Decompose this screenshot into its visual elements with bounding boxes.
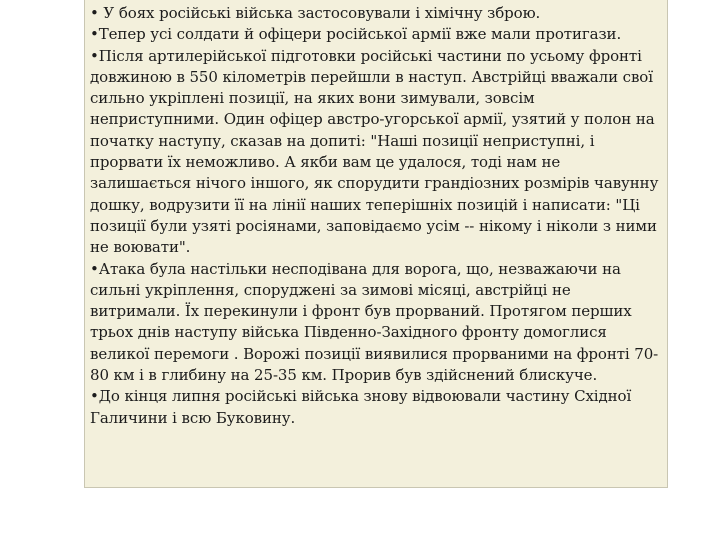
text-box: [84, 0, 668, 488]
paragraph-5-text: До кінця липня російські війська знову відвоювали частину Східної Галичини і всю Буковину.: [90, 387, 632, 427]
paragraph-2: [90, 24, 663, 45]
bullet-4: •: [90, 259, 99, 278]
paragraph-3-text: Після артилерійської підготовки російські частини по усьому фронті довжиною в 550 кілометрів перейшли в наступ. Австрійці вважали свої сильно укріплені позиції, на яких вони зимували, зовсім неприступними. Один офіцер австро-угорської армії, узятий у полон на початку наступу, сказав на допиті: "Наші позиції неприступні, і прорвати їх неможливо. А якби вам це удалося, тоді нам не залишається нічого іншого, як спорудити грандіозних розмірів чавунну дошку, водрузити її на лінії наших теперішніх позицій і написати: "Ці позиції були узяті росіянами, заповідаємо усім -- нікому і ніколи з ними не воювати".: [90, 46, 659, 257]
paragraph-1-text: У боях російські війська застосовували і хімічну зброю.: [98, 4, 541, 22]
bullet-1: •: [90, 4, 99, 22]
paragraph-4-text: Атака була настільки несподівана для ворога, що, незважаючи на сильні укріплення, споруджені за зимові місяці, австрійці не витримали. Їх перекинули і фронт був прорваний. Протягом перших трьох днів наступу війська Південно-Західного фронту домоглися великої перемоги . Ворожі позиції виявилися прорваними на фронті 70-80 км і в глибину на 25-35 км. Прорив був здійснений блискуче.: [90, 259, 659, 385]
paragraph-2-text: Тепер усі солдати й офіцери російської армії вже мали протигази.: [98, 25, 622, 44]
bullet-3: •: [90, 46, 99, 65]
bullet-5: •: [90, 387, 99, 406]
paragraph-5: [90, 386, 663, 429]
paragraph-3: [90, 46, 663, 259]
bullet-2: •: [90, 25, 99, 44]
paragraph-4: [90, 259, 663, 387]
paragraph-1: [90, 3, 663, 24]
